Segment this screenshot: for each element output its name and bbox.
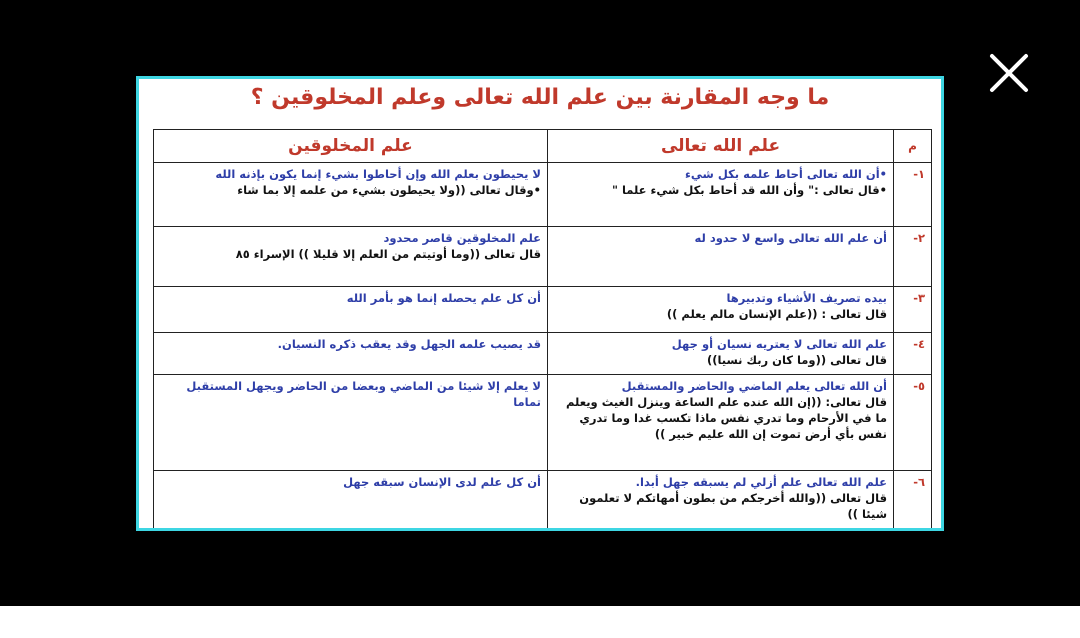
cell-allah-knowledge bbox=[548, 375, 894, 471]
row-number: ٣- bbox=[894, 287, 932, 333]
cell-line: علم الله تعالى لا يعتريه نسيان أو جهل bbox=[671, 337, 887, 351]
header-creatures: علم المخلوقين bbox=[154, 130, 548, 163]
cell-line: أن كل علم يحصله إنما هو بأمر الله bbox=[346, 291, 541, 305]
cell-line: قال تعالى : ((علم الإنسان مالم يعلم )) bbox=[666, 307, 887, 321]
table-row bbox=[154, 227, 932, 287]
row-number: ١- bbox=[894, 163, 932, 227]
cell-line: •أن الله تعالى أحاط علمه بكل شيء bbox=[685, 167, 887, 181]
slide-image bbox=[136, 76, 944, 531]
cell-allah-knowledge bbox=[548, 287, 894, 333]
close-icon[interactable] bbox=[984, 48, 1034, 98]
slide-title: ما وجه المقارنة بين علم الله تعالى وعلم المخلوقين ؟ bbox=[250, 85, 830, 110]
row-number: ٦- bbox=[894, 471, 932, 531]
cell-line: قال تعالى: ((إن الله عنده علم الساعة وينزل الغيث ويعلم ما في الأرحام وما تدري نفس ماذا تكسب غدا وما تدري نفس بأي أرض تموت إن الله عليم خبير )) bbox=[566, 395, 887, 441]
header-allah: علم الله تعالى bbox=[548, 130, 894, 163]
cell-line: أن علم الله تعالى واسع لا حدود له bbox=[694, 231, 887, 245]
cell-line: قال تعالى ((وما كان ربك نسيا)) bbox=[706, 353, 887, 367]
cell-line: لا يحيطون بعلم الله وإن أحاطوا بشيء إنما يكون بإذنه الله bbox=[215, 167, 541, 181]
row-number: ٢- bbox=[894, 227, 932, 287]
cell-creatures-knowledge bbox=[154, 375, 548, 471]
cell-line: أن كل علم لدى الإنسان سبقه جهل bbox=[343, 475, 541, 489]
cell-creatures-knowledge bbox=[154, 333, 548, 375]
cell-allah-knowledge bbox=[548, 227, 894, 287]
cell-line: أن الله تعالى يعلم الماضي والحاضر والمستقبل bbox=[621, 379, 887, 393]
table-header-row bbox=[154, 130, 932, 163]
cell-creatures-knowledge bbox=[154, 287, 548, 333]
cell-line: علم المخلوقين قاصر محدود bbox=[383, 231, 541, 245]
table-row bbox=[154, 471, 932, 531]
header-num: م bbox=[894, 130, 932, 163]
cell-creatures-knowledge bbox=[154, 163, 548, 227]
comparison-table bbox=[153, 129, 932, 531]
cell-allah-knowledge bbox=[548, 163, 894, 227]
row-number: ٥- bbox=[894, 375, 932, 471]
cell-line: قد يصيب علمه الجهل وقد يعقب ذكره النسيان. bbox=[277, 337, 541, 351]
table-row bbox=[154, 163, 932, 227]
bottom-bar bbox=[0, 606, 1080, 638]
cell-line: •قال تعالى :" وأن الله قد أحاط بكل شيء علما " bbox=[611, 183, 887, 197]
table-row bbox=[154, 333, 932, 375]
cell-line: لا يعلم إلا شيئا من الماضي وبعضا من الحاضر ويجهل المستقبل تماما bbox=[186, 379, 541, 409]
cell-allah-knowledge bbox=[548, 333, 894, 375]
cell-line: •وقال تعالى ((ولا يحيطون بشيء من علمه إلا بما شاء bbox=[237, 183, 541, 197]
row-number: ٤- bbox=[894, 333, 932, 375]
cell-allah-knowledge bbox=[548, 471, 894, 531]
cell-creatures-knowledge bbox=[154, 227, 548, 287]
cell-line: بيده تصريف الأشياء وتدبيرها bbox=[726, 291, 887, 305]
cell-line: قال تعالى ((والله أخرجكم من بطون أمهاتكم لا تعلمون شيئا )) bbox=[579, 491, 887, 521]
cell-line: قال تعالى ((وما أوتيتم من العلم إلا قليلا )) الإسراء ٨٥ bbox=[235, 247, 541, 261]
table-row bbox=[154, 287, 932, 333]
cell-creatures-knowledge bbox=[154, 471, 548, 531]
table-row bbox=[154, 375, 932, 471]
cell-line: علم الله تعالى علم أزلي لم يسبقه جهل أبدا. bbox=[635, 475, 887, 489]
